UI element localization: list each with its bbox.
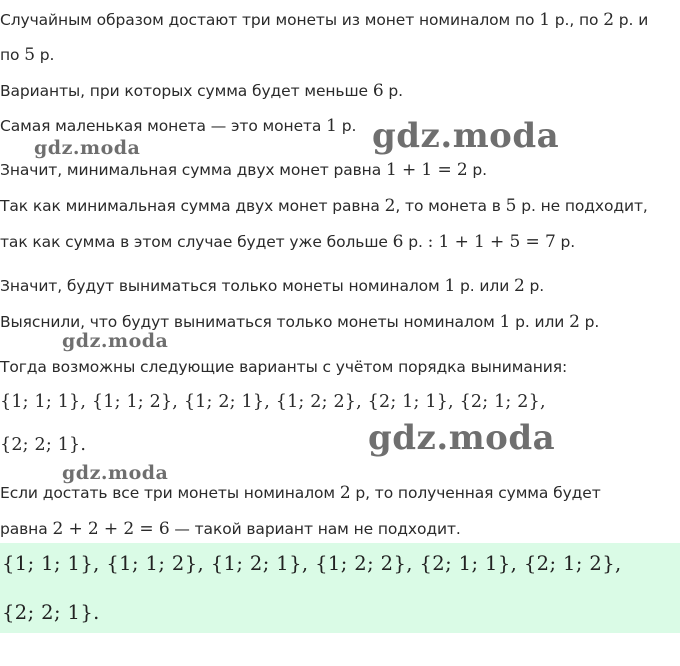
text-line-4: Самая маленькая монета — это монета 1 р.	[0, 116, 357, 136]
answer-line-2: {2; 2; 1}.	[2, 601, 100, 624]
text-line-5: Значит, минимальная сумма двух монет равна 1 + 1 = 2 р.	[0, 160, 488, 180]
text-line-14: равна 2 + 2 + 2 = 6 — такой вариант нам не подходит.	[0, 519, 461, 539]
text-line-7: так как сумма в этом случае будет уже больше 6 р. : 1 + 1 + 5 = 7 р.	[0, 232, 576, 252]
watermark-gdz-moda: gdz.moda	[62, 462, 169, 484]
watermark-gdz-moda: gdz.moda	[372, 116, 560, 156]
text-line-2: по 5 р.	[0, 45, 55, 65]
variants-line-2: {2; 2; 1}.	[0, 435, 87, 455]
variants-line-1: {1; 1; 1}, {1; 1; 2}, {1; 2; 1}, {1; 2; 2}, {2; 1; 1}, {2; 1; 2},	[0, 392, 546, 412]
text-line-1: Случайным образом достают три монеты из монет номиналом по 1 р., по 2 р. и	[0, 10, 649, 30]
text-line-8: Значит, будут выниматься только монеты номиналом 1 р. или 2 р.	[0, 276, 545, 296]
watermark-gdz-moda: gdz.moda	[368, 418, 556, 458]
watermark-gdz-moda: gdz.moda	[62, 330, 169, 352]
text-line-9: Выяснили, что будут выниматься только монеты номиналом 1 р. или 2 р.	[0, 312, 600, 332]
text-line-6: Так как минимальная сумма двух монет равна 2, то монета в 5 р. не подходит,	[0, 196, 648, 216]
answer-box	[0, 543, 680, 633]
text-line-3: Варианты, при которых сумма будет меньше 6 р.	[0, 81, 403, 101]
text-line-10: Тогда возможны следующие варианты с учётом порядка вынимания:	[0, 358, 568, 376]
watermark-gdz-moda: gdz.moda	[34, 137, 141, 159]
answer-line-1: {1; 1; 1}, {1; 1; 2}, {1; 2; 1}, {1; 2; 2}, {2; 1; 1}, {2; 1; 2},	[2, 552, 622, 575]
text-line-13: Если достать все три монеты номиналом 2 р, то полученная сумма будет	[0, 483, 601, 503]
